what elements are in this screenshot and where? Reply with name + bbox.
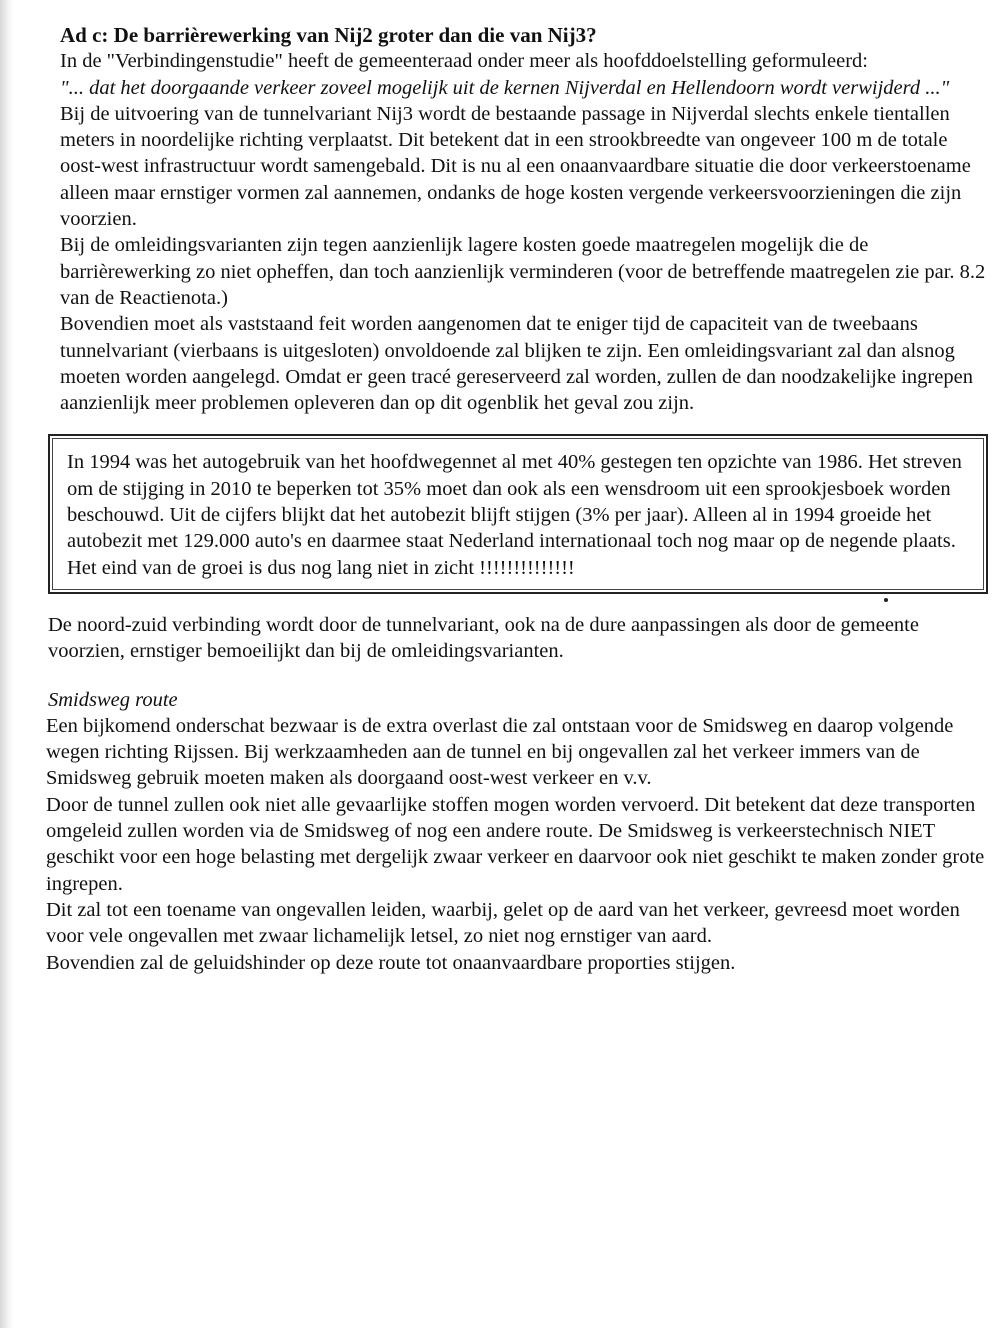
info-box bbox=[48, 434, 988, 593]
document-page bbox=[46, 22, 990, 976]
paragraph-omleiding: Bij de omleidingsvarianten zijn tegen aanzienlijk lagere kosten goede maatregelen mogelijk die de barrièrewerking zo niet opheffen, dan toch aanzienlijk verminderen (voor de betreffende maatregelen zie par. 8.2 van de Reactienota.) bbox=[60, 234, 986, 309]
paragraph-capaciteit: Bovendien moet als vaststaand feit worden aangenomen dat te eniger tijd de capaciteit van de tweebaans tunnelvariant (vierbaans is uitgesloten) onvoldoende zal blijken te zijn. Een omleidingsvariant zal dan alsnog moeten worden aangelegd. Omdat er geen tracé gereserveerd zal worden, zullen de dan noodzakelijke ingrepen aanzienlijk meer problemen opleveren dan op dit ogenblik het geval zou zijn. bbox=[60, 313, 973, 415]
paragraph-nij3: Bij de uitvoering van de tunnelvariant Nij3 wordt de bestaande passage in Nijverdal slechts enkele tientallen meters in noordelijke richting verplaatst. Dit betekent dat in een strookbreedte van ongeveer 100 m de totale oost-west infrastructuur wordt samengebald. Dit is nu al een onaanvaardbare situatie die door verkeerstoename alleen maar ernstiger vormen zal aannemen, ondanks de hoge kosten vergende verkeersvoorzieningen die zijn voorzien. bbox=[60, 102, 971, 231]
paragraph-smidsweg-3: Dit zal tot een toename van ongevallen leiden, waarbij, gelet op de aard van het verkeer, gevreesd moet worden voor vele ongevallen met zwaar lichamelijk letsel, zo niet nog ernstiger van aard. bbox=[46, 898, 960, 948]
paragraph-intro: In de "Verbindingenstudie" heeft de gemeenteraad onder meer als hoofddoelstelling geformuleerd: bbox=[60, 50, 868, 73]
quote-paragraph: "... dat het doorgaande verkeer zoveel mogelijk uit de kernen Nijverdal en Hellendoorn wordt verwijderd ..." bbox=[60, 76, 950, 99]
paragraph-smidsweg-2: Door de tunnel zullen ook niet alle gevaarlijke stoffen mogen worden vervoerd. Dit betekent dat deze transporten omgeleid zullen worden via de Smidsweg of nog een andere route. De Smidsweg is verkeerstechnisch NIET geschikt voor een hoge belasting met dergelijk zwaar verkeer en daarvoor ook niet geschikt te maken zonder grote ingrepen. bbox=[46, 793, 985, 895]
paragraph-noord-zuid: De noord-zuid verbinding wordt door de tunnelvariant, ook na de dure aanpassingen als door de gemeente voorzien, ernstiger bemoeilijkt dan bij de omleidingsvarianten. bbox=[48, 613, 919, 663]
paragraph-smidsweg-4: Bovendien zal de geluidshinder op deze route tot onaanvaardbare proporties stijgen. bbox=[46, 951, 736, 974]
info-box-text: In 1994 was het autogebruik van het hoofdwegennet al met 40% gestegen ten opzichte van 1986. Het streven om de stijging in 2010 te beperken tot 35% moet dan ook als een wensdroom uit een sprookjesboek worden beschouwd. Uit de cijfers blijkt dat het autobezit blijft stijgen (3% per jaar). Alleen al in 1994 groeide het autobezit met 129.000 auto's en daarmee staat Nederland internationaal toch nog maar op de negende plaats. Het eind van de groei is dus nog lang niet in zicht !!!!!!!!!!!!!! bbox=[67, 451, 962, 579]
scan-page-edge bbox=[0, 0, 14, 1328]
subsection-title: Smidsweg route bbox=[48, 688, 178, 711]
paragraph-smidsweg-1: Een bijkomend onderschat bezwaar is de extra overlast die zal ontstaan voor de Smidsweg en daarop volgende wegen richting Rijssen. Bij werkzaamheden aan de tunnel en bij ongevallen zal het verkeer immers van de Smidsweg gebruik moeten maken als doorgaand oost-west verkeer en v.v. bbox=[46, 714, 954, 790]
info-box-inner bbox=[52, 438, 984, 589]
section-heading: Ad c: De barrièrewerking van Nij2 groter dan die van Nij3? bbox=[60, 23, 597, 47]
smidsweg-section bbox=[46, 713, 990, 976]
